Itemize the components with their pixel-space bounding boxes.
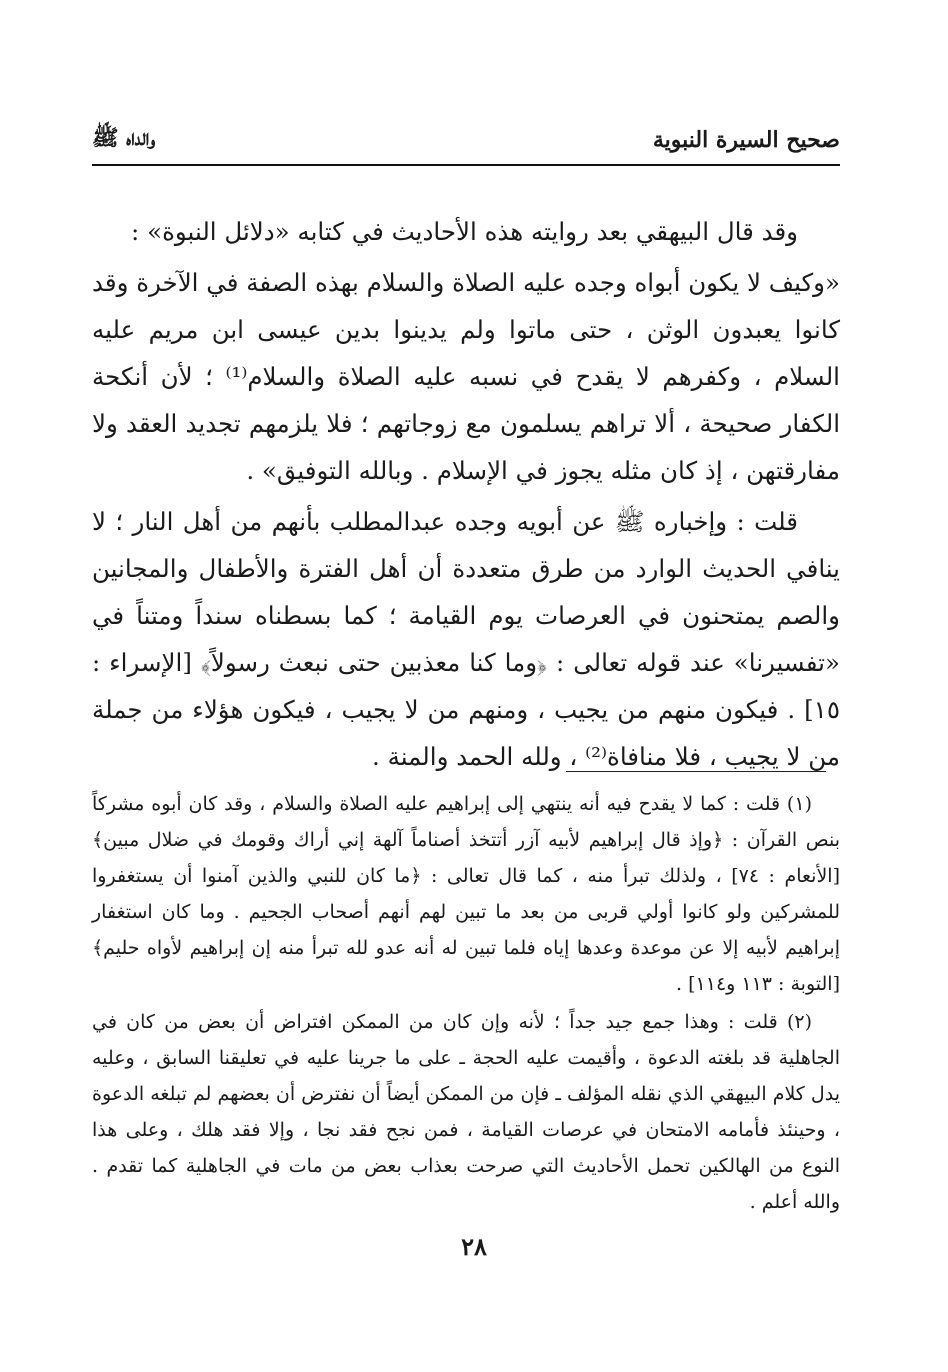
body-paragraph-2: «وكيف لا يكون أبواه وجده عليه الصلاة والسلام بهذه الصفة في الآخرة وقد كانوا يعبدون الوثن ، حتى ماتوا ولم يدينوا بدين عيسى ابن مريم عليه السلام ، وكفرهم لا يقدح في نسبه عليه الصلاة والسلام⁽¹⁾ ؛ لأن أنكحة الكفار صحيحة ، ألا تراهم يسلمون مع زوجاتهم ؛ فلا يلزمهم تجديد العقد ولا مفارقتهن ، إذ كان مثله يجوز في الإسلام . وبالله التوفيق» . xyxy=(92,268,840,485)
footnote-separator xyxy=(566,771,826,772)
body-paragraph-1: وقد قال البيهقي بعد روايته هذه الأحاديث في كتابه «دلائل النبوة» : xyxy=(131,217,798,246)
footnote-2: (٢) قلت : وهذا جمع جيد جداً ؛ لأنه وإن كان من الممكن افتراض أن بعض من كان في الجاهلية قد بلغته الدعوة ، وأقيمت عليه الحجة ـ على ما جرينا عليه في تعليقنا السابق ، وعليه يدل كلام البيهقي الذي نقله المؤلف ـ فإن من الممكن أيضاً أن نفترض أن بعضهم لم تبلغه الدعوة ، وحينئذ فأمامه الامتحان في عرصات القيامة ، فمن نجح فقد نجا ، وإلا فقد هلك ، وعلى هذا النوع من الهالكين تحمل الأحاديث التي صرحت بعذاب بعض من مات في الجاهلية كما تقدم . والله أعلم . xyxy=(92,1011,840,1213)
footnote-1: (١) قلت : كما لا يقدح فيه أنه ينتهي إلى إبراهيم عليه الصلاة والسلام ، وقد كان أبوه مشركاً بنص القرآن : ﴿وإذ قال إبراهيم لأبيه آزر أتتخذ أصناماً آلهة إني أراك وقومك في ضلال مبين﴾ [الأنعام : ٧٤] ، ولذلك تبرأ منه ، كما قال تعالى : ﴿ما كان للنبي والذين آمنوا أن يستغفروا للمشركين ولو كانوا أولي قربى من بعد ما تبين لهم أنهم أصحاب الجحيم . وما كان استغفار إبراهيم لأبيه إلا عن موعدة وعدها إياه فلما تبين له أنه عدو لله تبرأ منه إن إبراهيم لأواه حليم﴾ [التوبة : ١١٣ و١١٤] . xyxy=(92,793,840,995)
page-number: ٢٨ xyxy=(461,1232,487,1261)
book-title: صحيح السيرة النبوية xyxy=(652,127,840,153)
chapter-title: والداه ﷺ xyxy=(92,125,156,151)
body-paragraph-3: قلت : وإخباره ﷺ عن أبويه وجده عبدالمطلب بأنهم من أهل النار ؛ لا ينافي الحديث الوارد من طرق متعددة أن أهل الفترة والأطفال والمجانين والصم يمتحنون في العرصات يوم القيامة ؛ كما بسطناه سنداً ومتناً في «تفسيرنا» عند قوله تعالى : ﴿وما كنا معذبين حتى نبعث رسولاً﴾ [الإسراء : ١٥] . فيكون منهم من يجيب ، ومنهم من لا يجيب ، فيكون هؤلاء من جملة من لا يجيب ، فلا منافاة⁽²⁾ ، ولله الحمد والمنة . xyxy=(92,507,840,771)
main-text xyxy=(92,208,840,784)
footnotes xyxy=(92,786,840,1222)
running-header xyxy=(92,118,840,162)
header-rule xyxy=(92,164,840,166)
